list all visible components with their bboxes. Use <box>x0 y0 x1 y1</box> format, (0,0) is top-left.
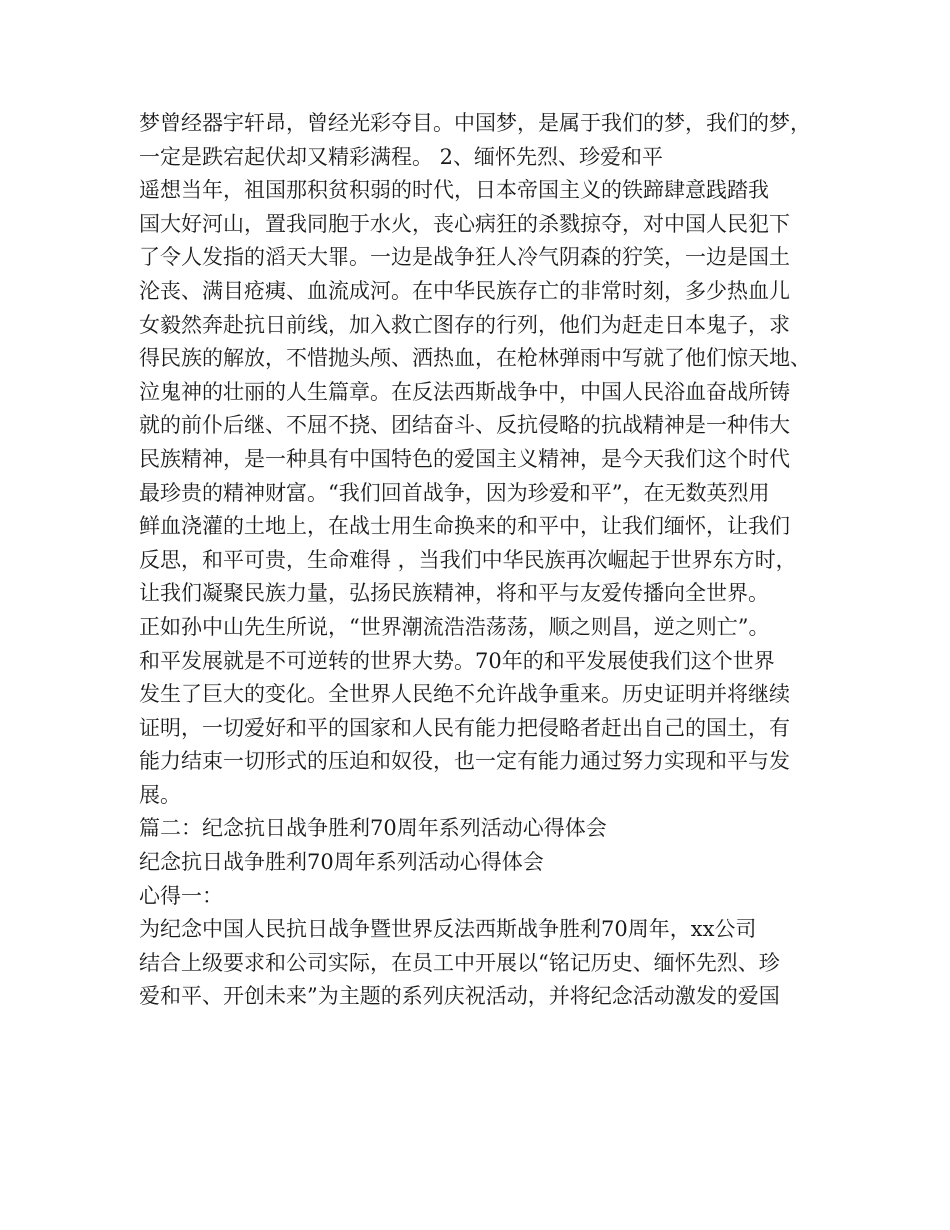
text-line: 国大好河山，置我同胞于水火，丧心病狂的杀戮掠夺，对中国人民犯下 <box>139 211 790 236</box>
text-line: 正如孙中山先生所说，“世界潮流浩浩荡荡，顺之则昌，逆之则亡”。 <box>139 614 770 639</box>
text-line: 女毅然奔赴抗日前线，加入救亡图存的行列，他们为赶走日本鬼子，求 <box>139 312 790 337</box>
text-line: 一定是跌宕起伏却又精彩满程。 2、缅怀先烈、珍爱和平 <box>139 144 664 169</box>
article-title: 纪念抗日战争胜利70周年系列活动心得体会 <box>139 850 544 875</box>
text-line: 让我们凝聚民族力量，弘扬民族精神，将和平与友爱传播向全世界。 <box>139 581 769 606</box>
text-line: 为纪念中国人民抗日战争暨世界反法西斯战争胜利70周年，xx公司 <box>139 917 757 942</box>
text-line: 证明，一切爱好和平的国家和人民有能力把侵略者赶出自己的国土，有 <box>139 715 790 740</box>
text-line: 反思，和平可贵，生命难得 ，当我们中华民族再次崛起于世界东方时， <box>139 547 797 572</box>
text-line: 沦丧、满目疮痍、血流成河。在中华民族存亡的非常时刻，多少热血儿 <box>139 278 790 303</box>
text-line: 遥想当年，祖国那积贫积弱的时代，日本帝国主义的铁蹄肆意践踏我 <box>139 178 769 203</box>
section-heading: 篇二：纪念抗日战争胜利70周年系列活动心得体会 <box>139 816 607 841</box>
text-line: 就的前仆后继、不屈不挠、团结奋斗、反抗侵略的抗战精神是一种伟大 <box>139 413 790 438</box>
text-line: 梦曾经器宇轩昂，曾经光彩夺目。中国梦，是属于我们的梦，我们的梦， <box>139 111 811 135</box>
text-line: 能力结束一切形式的压迫和奴役，也一定有能力通过努力实现和平与发 <box>139 749 790 774</box>
subheading: 心得一： <box>139 883 223 908</box>
document-body <box>139 107 811 1014</box>
text-line: 和平发展就是不可逆转的世界大势。70年的和平发展使我们这个世界 <box>139 648 775 673</box>
text-line: 结合上级要求和公司实际，在员工中开展以“铭记历史、缅怀先烈、珍 <box>139 950 780 975</box>
text-line: 鲜血浇灌的土地上，在战士用生命换来的和平中，让我们缅怀，让我们 <box>139 514 790 539</box>
text-line: 展。 <box>139 782 181 807</box>
text-line: 得民族的解放，不惜抛头颅、洒热血，在枪林弹雨中写就了他们惊天地、 <box>139 346 811 371</box>
text-line: 了令人发指的滔天大罪。一边是战争狂人冷气阴森的狞笑，一边是国土 <box>139 245 790 270</box>
text-line: 民族精神，是一种具有中国特色的爱国主义精神，是今天我们这个时代 <box>139 446 790 471</box>
text-line: 最珍贵的精神财富。“我们回首战争，因为珍爱和平”，在无数英烈用 <box>139 480 770 505</box>
text-line: 发生了巨大的变化。全世界人民绝不允许战争重来。历史证明并将继续 <box>139 682 790 707</box>
text-line: 泣鬼神的壮丽的人生篇章。在反法西斯战争中，中国人民浴血奋战所铸 <box>139 379 790 404</box>
text-line: 爱和平、开创未来”为主题的系列庆祝活动，并将纪念活动激发的爱国 <box>139 984 780 1009</box>
